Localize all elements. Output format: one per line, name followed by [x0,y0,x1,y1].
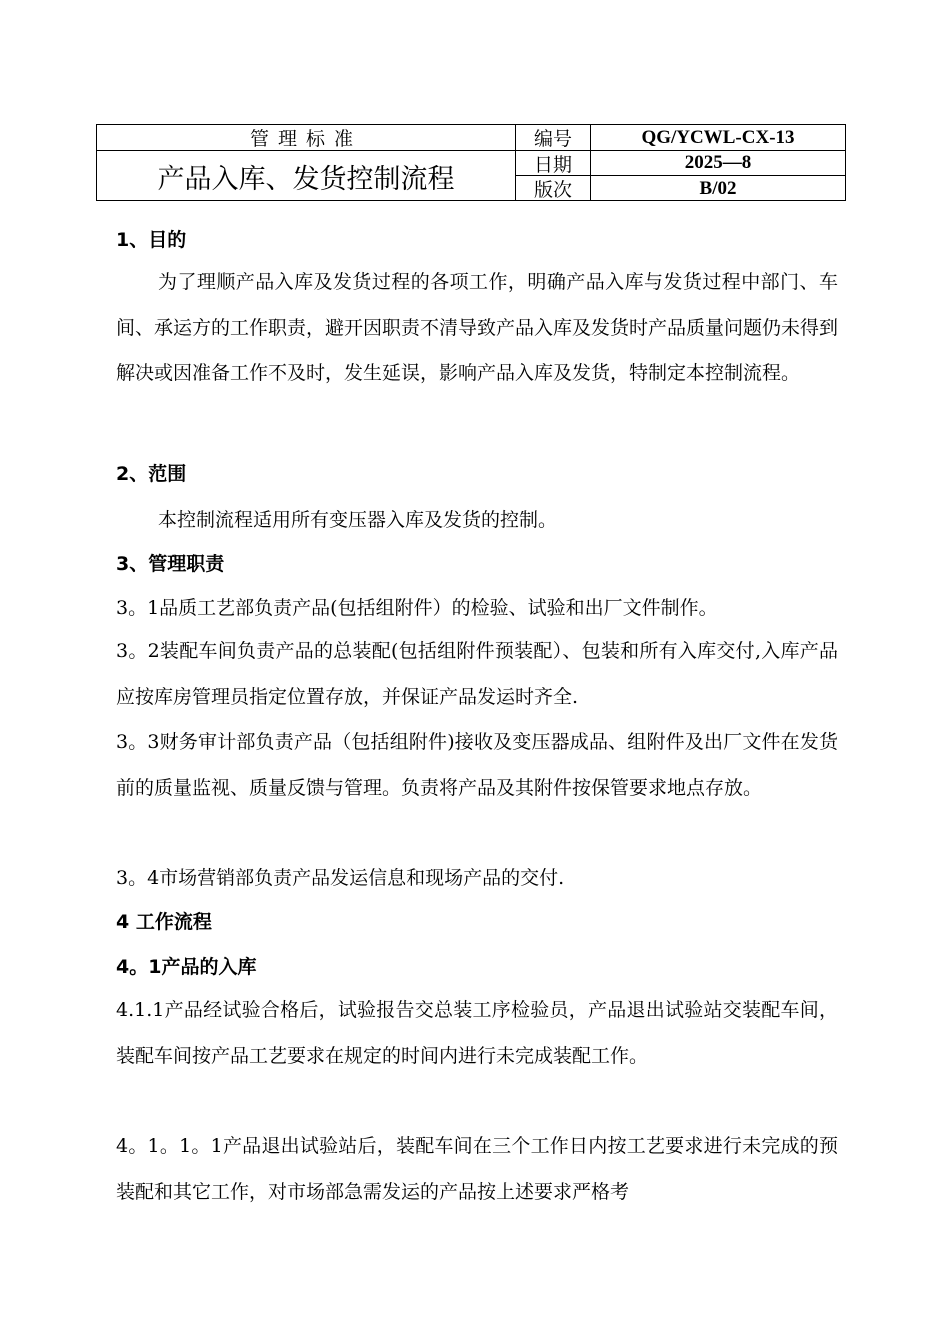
code-label: 编号 [516,125,591,151]
flow-heading: 4 工作流程 [116,911,212,933]
scope-paragraph: 本控制流程适用所有变压器入库及发货的控制。 [158,509,558,531]
duty-3-1: 3。1品质工艺部负责产品(包括组附件）的检验、试验和出厂文件制作。 [116,597,718,619]
duty-3-4: 3。4市场营销部负责产品发运信息和现场产品的交付. [116,867,565,889]
date-label: 日期 [516,151,591,176]
flow-4-1-heading: 4。1产品的入库 [116,956,257,978]
flow-4-1-1: 4.1.1产品经试验合格后，试验报告交总装工序检验员，产品退出试验站交装配车间，装配车间按产品工艺要求在规定的时间内进行未完成装配工作。 [116,999,838,1067]
duty-3-3: 3。3财务审计部负责产品（包括组附件)接收及变压器成品、组附件及出厂文件在发货前的质量监视、质量反馈与管理。负责将产品及其附件按保管要求地点存放。 [116,731,838,799]
duty-3-2: 3。2装配车间负责产品的总装配(包括组附件预装配）、包装和所有入库交付,入库产品应按库房管理员指定位置存放，并保证产品发运时齐全. [116,640,838,708]
scope-heading: 2、范围 [116,463,187,485]
code-value: QG/YCWL-CX-13 [591,125,845,151]
date-value: 2025—8 [591,151,845,176]
flow-4-1-1-1: 4。1。1。1产品退出试验站后，装配车间在三个工作日内按工艺要求进行未完成的预装配和其它工作，对市场部急需发运的产品按上述要求严格考 [116,1135,838,1203]
duty-heading: 3、管理职责 [116,553,225,575]
document-title: 产品入库、发货控制流程 [97,151,516,201]
purpose-paragraph: 为了理顺产品入库及发货过程的各项工作，明确产品入库与发货过程中部门、车间、承运方的工作职责，避开因职责不清导致产品入库及发货时产品质量问题仍未得到解决或因准备工作不及时，发生延误，影响产品入库及发货，特制定本控制流程。 [116,271,839,384]
header-table [96,124,846,201]
purpose-heading: 1、目的 [116,229,187,251]
standard-label: 管理标准 [97,125,516,151]
version-value: B/02 [699,177,737,199]
version-label: 版次 [516,176,591,201]
